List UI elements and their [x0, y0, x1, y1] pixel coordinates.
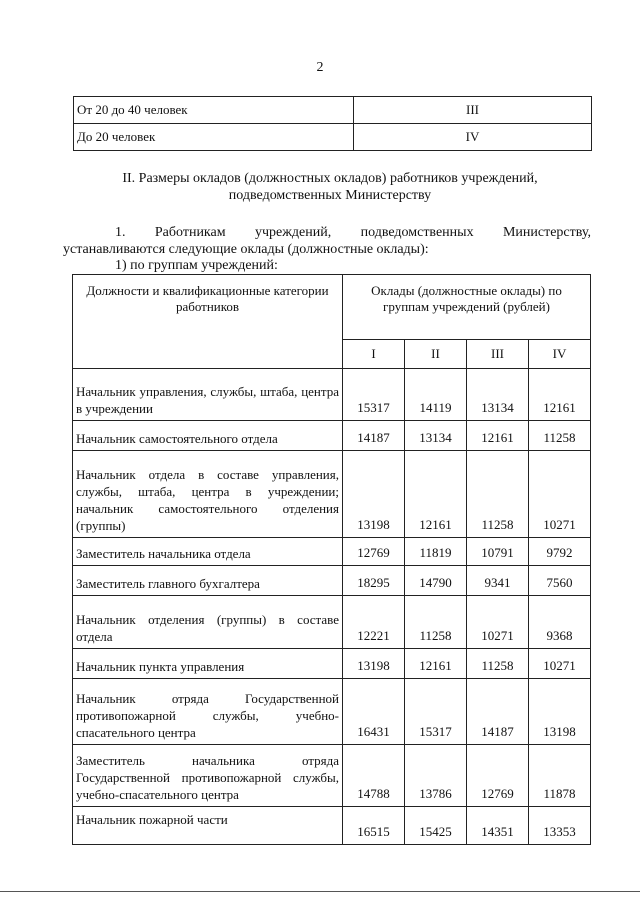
table-row	[73, 596, 591, 649]
position-column-header: Должности и квалификационные категории работников	[73, 275, 343, 369]
table-row	[74, 97, 592, 124]
table-row	[73, 679, 591, 745]
salary-cell: 10791	[467, 538, 529, 566]
table-row	[74, 124, 592, 151]
salary-cell: 15425	[405, 807, 467, 845]
salary-table	[72, 274, 591, 845]
salary-cell: 11258	[529, 421, 591, 451]
salary-cell: 13134	[405, 421, 467, 451]
salary-cell: 12769	[343, 538, 405, 566]
group-column-header: Оклады (должностные оклады) по группам учреждений (рублей)	[343, 275, 591, 340]
salary-cell: 14788	[343, 745, 405, 807]
position-cell: Начальник отряда Государственной противопожарной службы, учебно-спасательного центра	[73, 679, 343, 745]
salary-cell: 18295	[343, 566, 405, 596]
paragraph: 1) по группам учреждений:	[115, 258, 278, 273]
table-row	[73, 807, 591, 845]
position-cell: Начальник самостоятельного отдела	[73, 421, 343, 451]
position-cell: Начальник отделения (группы) в составе отдела	[73, 596, 343, 649]
table-header-row	[73, 275, 591, 340]
salary-cell: 16431	[343, 679, 405, 745]
position-cell: Начальник пожарной части	[73, 807, 343, 845]
salary-cell: 9341	[467, 566, 529, 596]
section-title-line: подведомственных Министерству	[228, 188, 432, 203]
page-number: 2	[316, 60, 324, 75]
salary-cell: 12161	[405, 649, 467, 679]
group-number: IV	[354, 124, 592, 151]
salary-cell: 9368	[529, 596, 591, 649]
table-row	[73, 566, 591, 596]
salary-cell: 14790	[405, 566, 467, 596]
salary-cell: 12161	[529, 369, 591, 421]
salary-cell: 12221	[343, 596, 405, 649]
salary-cell: 11819	[405, 538, 467, 566]
table-row	[73, 649, 591, 679]
salary-cell: 13198	[343, 649, 405, 679]
salary-cell: 7560	[529, 566, 591, 596]
salary-cell: 14187	[467, 679, 529, 745]
group-number: III	[354, 97, 592, 124]
position-cell: Заместитель начальника отряда Государственной противопожарной службы, учебно-спасательного центра	[73, 745, 343, 807]
salary-cell: 11258	[467, 451, 529, 538]
group-size-label: До 20 человек	[74, 124, 354, 151]
position-cell: Начальник пункта управления	[73, 649, 343, 679]
salary-cell: 10271	[529, 649, 591, 679]
position-cell: Начальник отдела в составе управления, службы, штаба, центра в учреждении; начальник самостоятельного отделения (группы)	[73, 451, 343, 538]
group-column-label: III	[467, 340, 529, 369]
table-row	[73, 451, 591, 538]
salary-cell: 14187	[343, 421, 405, 451]
paragraph: 1. Работникам учреждений, подведомственных Министерству, устанавливаются следующие оклады (должностные оклады):	[63, 225, 591, 257]
group-column-label: II	[405, 340, 467, 369]
salary-cell: 12161	[467, 421, 529, 451]
salary-cell: 12161	[405, 451, 467, 538]
table-row	[73, 421, 591, 451]
salary-cell: 15317	[343, 369, 405, 421]
salary-cell: 13353	[529, 807, 591, 845]
group-size-table	[73, 96, 592, 151]
salary-cell: 10271	[529, 451, 591, 538]
salary-cell: 10271	[467, 596, 529, 649]
position-cell: Заместитель главного бухгалтера	[73, 566, 343, 596]
salary-cell: 13786	[405, 745, 467, 807]
salary-cell: 11258	[467, 649, 529, 679]
salary-cell: 13198	[529, 679, 591, 745]
group-column-label: IV	[529, 340, 591, 369]
salary-cell: 11258	[405, 596, 467, 649]
section-title-line: II. Размеры окладов (должностных окладов) работников учреждений,	[122, 171, 538, 186]
position-cell: Начальник управления, службы, штаба, центра в учреждении	[73, 369, 343, 421]
salary-cell: 9792	[529, 538, 591, 566]
group-size-label: От 20 до 40 человек	[74, 97, 354, 124]
salary-cell: 14119	[405, 369, 467, 421]
salary-cell: 13134	[467, 369, 529, 421]
page-bottom-rule	[0, 891, 640, 892]
salary-cell: 13198	[343, 451, 405, 538]
salary-cell: 16515	[343, 807, 405, 845]
group-column-label: I	[343, 340, 405, 369]
position-cell: Заместитель начальника отдела	[73, 538, 343, 566]
section-title	[60, 170, 600, 204]
salary-cell: 14351	[467, 807, 529, 845]
salary-cell: 11878	[529, 745, 591, 807]
table-row	[73, 745, 591, 807]
salary-cell: 12769	[467, 745, 529, 807]
table-row	[73, 538, 591, 566]
salary-cell: 15317	[405, 679, 467, 745]
table-row	[73, 369, 591, 421]
